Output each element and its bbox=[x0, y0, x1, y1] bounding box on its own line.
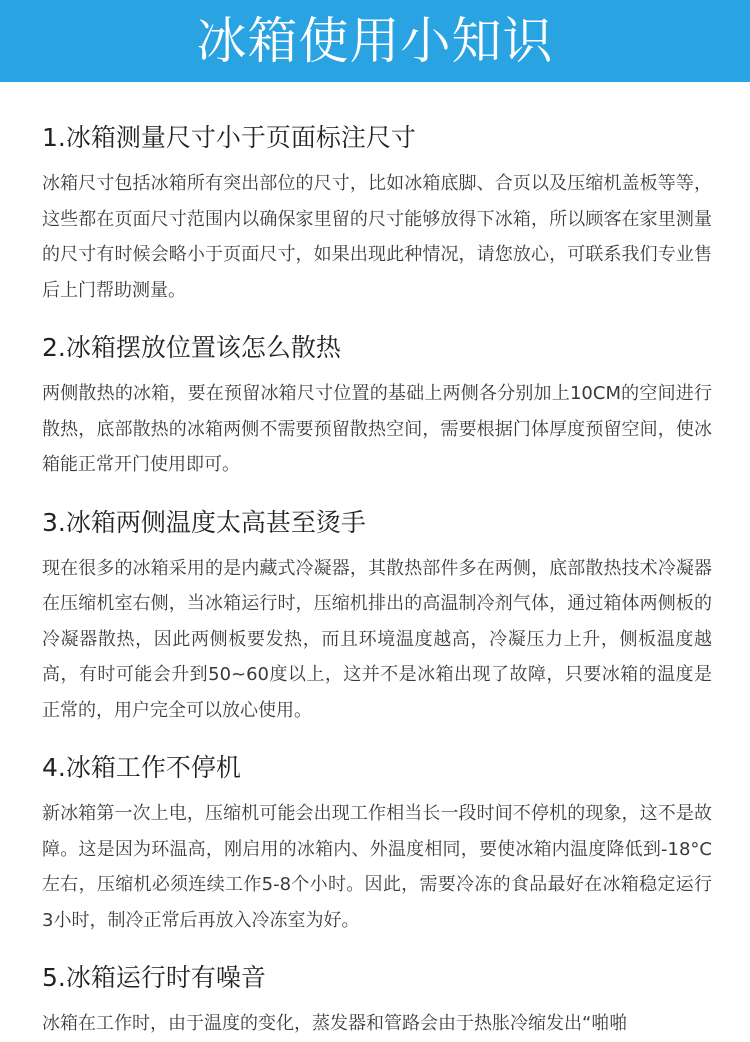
section-heading: 3.冰箱两侧温度太高甚至烫手 bbox=[42, 507, 366, 537]
section-heading: 5.冰箱运行时有噪音 bbox=[42, 963, 266, 992]
section-body: 新冰箱第一次上电，压缩机可能会出现工作相当长一段时间不停机的现象，这不是故障。这是因为环温高，刚启用的冰箱内、外温度相同，要使冰箱内温度降低到-18°C左右，压缩机必须连续工作5-8个小时。因此，需要冷冻的食品最好在冰箱稳定运行3小时，制冷正常后再放入冷冻室为好。 bbox=[42, 803, 712, 931]
section-heading: 1.冰箱测量尺寸小于页面标注尺寸 bbox=[42, 123, 416, 152]
section-heading: 4.冰箱工作不停机 bbox=[42, 753, 241, 782]
title-banner bbox=[0, 0, 750, 82]
section-heading: 2.冰箱摆放位置该怎么散热 bbox=[42, 333, 341, 362]
section-body: 两侧散热的冰箱，要在预留冰箱尺寸位置的基础上两侧各分别加上10CM的空间进行散热，底部散热的冰箱两侧不需要预留散热空间，需要根据门体厚度预留空间，使冰箱能正常开门使用即可。 bbox=[42, 383, 712, 475]
section-placement bbox=[42, 330, 712, 483]
section-side-heat bbox=[42, 505, 712, 729]
section-nonstop bbox=[42, 750, 712, 938]
section-noise bbox=[42, 960, 712, 1042]
section-body: 现在很多的冰箱采用的是内藏式冷凝器，其散热部件多在两侧，底部散热技术冷凝器在压缩机室右侧，当冰箱运行时，压缩机排出的高温制冷剂气体，通过箱体两侧板的冷凝器散热，因此两侧板要发热，而且环境温度越高，冷凝压力上升，侧板温度越高，有时可能会升到50~60度以上，这并不是冰箱出现了故障，只要冰箱的温度是正常的，用户完全可以放心使用。 bbox=[42, 557, 712, 721]
article-content bbox=[42, 120, 712, 1042]
page-title: 冰箱使用小知识 bbox=[196, 12, 554, 70]
section-measurement bbox=[42, 120, 712, 308]
section-body: 冰箱在工作时，由于温度的变化，蒸发器和管路会由于热胀冷缩发出“啪啪 bbox=[42, 1013, 628, 1034]
section-body: 冰箱尺寸包括冰箱所有突出部位的尺寸，比如冰箱底脚、合页以及压缩机盖板等等，这些都在页面尺寸范围内以确保家里留的尺寸能够放得下冰箱，所以顾客在家里测量的尺寸有时候会略小于页面尺寸，如果出现此种情况，请您放心，可联系我们专业售后上门帮助测量。 bbox=[42, 173, 712, 301]
